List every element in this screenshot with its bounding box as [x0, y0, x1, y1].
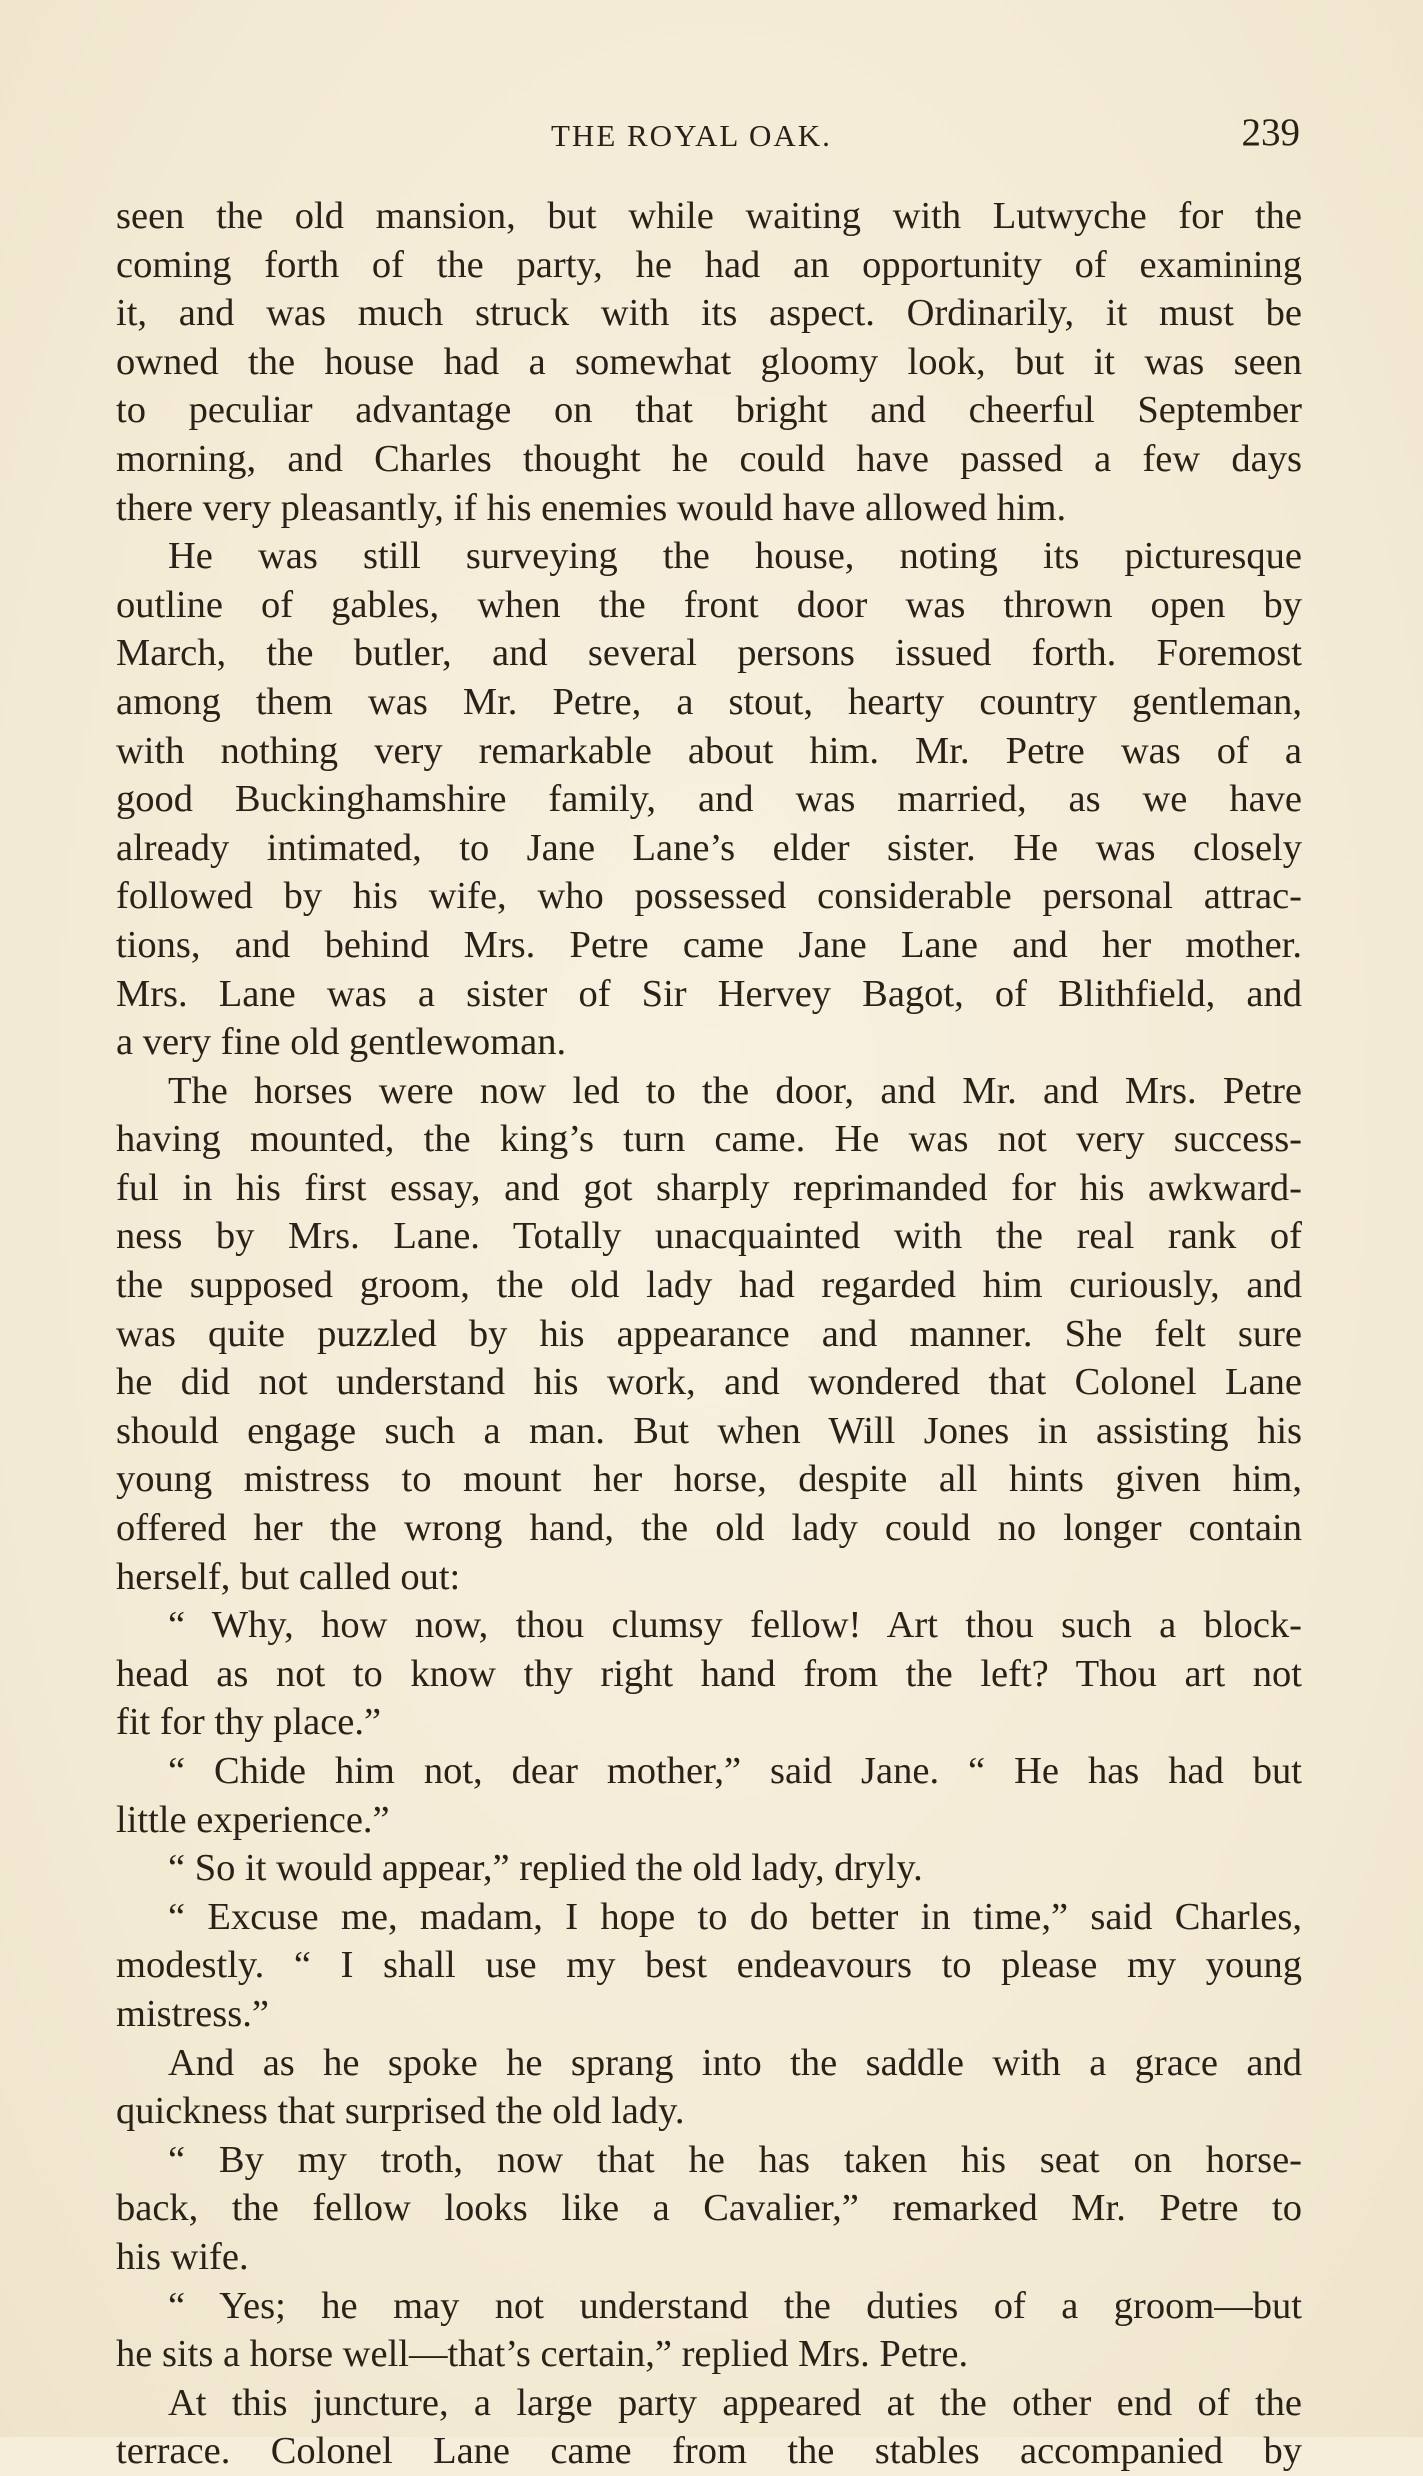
text-line: offered her the wrong hand, the old lady could no longer contain: [116, 1507, 1302, 1550]
text-line: a very fine old gentlewoman.: [116, 1021, 567, 1064]
text-line: The horses were now led to the door, and Mr. and Mrs. Petre: [168, 1069, 1302, 1112]
text-line: outline of gables, when the front door was thrown open by: [116, 583, 1302, 626]
text-line: there very pleasantly, if his enemies would have allowed him.: [116, 486, 1067, 529]
text-line: little experience.”: [116, 1798, 390, 1841]
text-line: he sits a horse well—that’s certain,” replied Mrs. Petre.: [116, 2333, 969, 2376]
text-line: “ By my troth, now that he has taken his seat on horse-: [168, 2138, 1302, 2181]
text-line: And as he spoke he sprang into the saddle with a grace and: [168, 2041, 1302, 2084]
text-line: it, and was much struck with its aspect. Ordinarily, it must be: [116, 292, 1302, 335]
text-line: coming forth of the party, he had an opportunity of examining: [116, 243, 1302, 286]
text-line: quickness that surprised the old lady.: [116, 2090, 685, 2133]
text-line: Mrs. Lane was a sister of Sir Hervey Bagot, of Blithfield, and: [116, 972, 1302, 1015]
text-line: good Buckinghamshire family, and was married, as we have: [116, 778, 1302, 821]
text-line: At this juncture, a large party appeared at the other end of the: [168, 2381, 1302, 2424]
text-line: he did not understand his work, and wondered that Colonel Lane: [116, 1361, 1302, 1404]
text-line: “ Chide him not, dear mother,” said Jane. “ He has had but: [168, 1750, 1302, 1792]
text-line: having mounted, the king’s turn came. He was not very success-: [116, 1118, 1302, 1161]
text-line: ful in his first essay, and got sharply reprimanded for his awkward-: [116, 1166, 1302, 1209]
text-line: was quite puzzled by his appearance and manner. She felt sure: [116, 1312, 1302, 1355]
text-line: back, the fellow looks like a Cavalier,” remarked Mr. Petre to: [116, 2187, 1302, 2230]
running-head: THE ROYAL OAK.: [551, 118, 832, 153]
text-line: with nothing very remarkable about him. Mr. Petre was of a: [116, 729, 1302, 772]
text-line: fit for thy place.”: [116, 1701, 382, 1744]
text-line: ness by Mrs. Lane. Totally unacquainted with the real rank of: [116, 1215, 1302, 1258]
text-line: “ So it would appear,” replied the old lady, dryly.: [168, 1847, 923, 1890]
text-line: “ Why, how now, thou clumsy fellow! Art thou such a block-: [168, 1604, 1302, 1647]
text-line: his wife.: [116, 2235, 249, 2278]
page-header: [118, 110, 1300, 170]
text-line: “ Yes; he may not understand the duties of a groom—but: [168, 2284, 1302, 2327]
body-text: [116, 192, 1302, 2476]
text-line: morning, and Charles thought he could have passed a few days: [116, 437, 1302, 480]
text-line: mistress.”: [116, 1992, 269, 2035]
text-line: owned the house had a somewhat gloomy look, but it was seen: [116, 340, 1302, 383]
text-line: tions, and behind Mrs. Petre came Jane Lane and her mother.: [116, 923, 1302, 966]
text-line: to peculiar advantage on that bright and cheerful September: [116, 389, 1302, 432]
text-line: should engage such a man. But when Will Jones in assisting his: [116, 1409, 1302, 1452]
text-line: already intimated, to Jane Lane’s elder sister. He was closely: [116, 826, 1302, 869]
text-line: terrace. Colonel Lane came from the stables accompanied by: [116, 2430, 1302, 2473]
text-line: He was still surveying the house, noting its picturesque: [168, 535, 1302, 578]
text-line: among them was Mr. Petre, a stout, hearty country gentleman,: [116, 680, 1302, 723]
text-line: herself, but called out:: [116, 1555, 461, 1598]
text-line: modestly. “ I shall use my best endeavours to please my young: [116, 1944, 1302, 1987]
text-line: head as not to know thy right hand from the left? Thou art not: [116, 1652, 1302, 1695]
text-line: March, the butler, and several persons issued forth. Foremost: [116, 632, 1302, 675]
text-line: the supposed groom, the old lady had regarded him curiously, and: [116, 1264, 1302, 1307]
text-line: young mistress to mount her horse, despite all hints given him,: [116, 1458, 1302, 1501]
text-line: “ Excuse me, madam, I hope to do better in time,” said Charles,: [168, 1895, 1302, 1938]
text-line: seen the old mansion, but while waiting with Lutwyche for the: [116, 195, 1302, 237]
text-line: followed by his wife, who possessed considerable personal attrac-: [116, 875, 1302, 918]
page-number: 239: [1241, 111, 1300, 154]
